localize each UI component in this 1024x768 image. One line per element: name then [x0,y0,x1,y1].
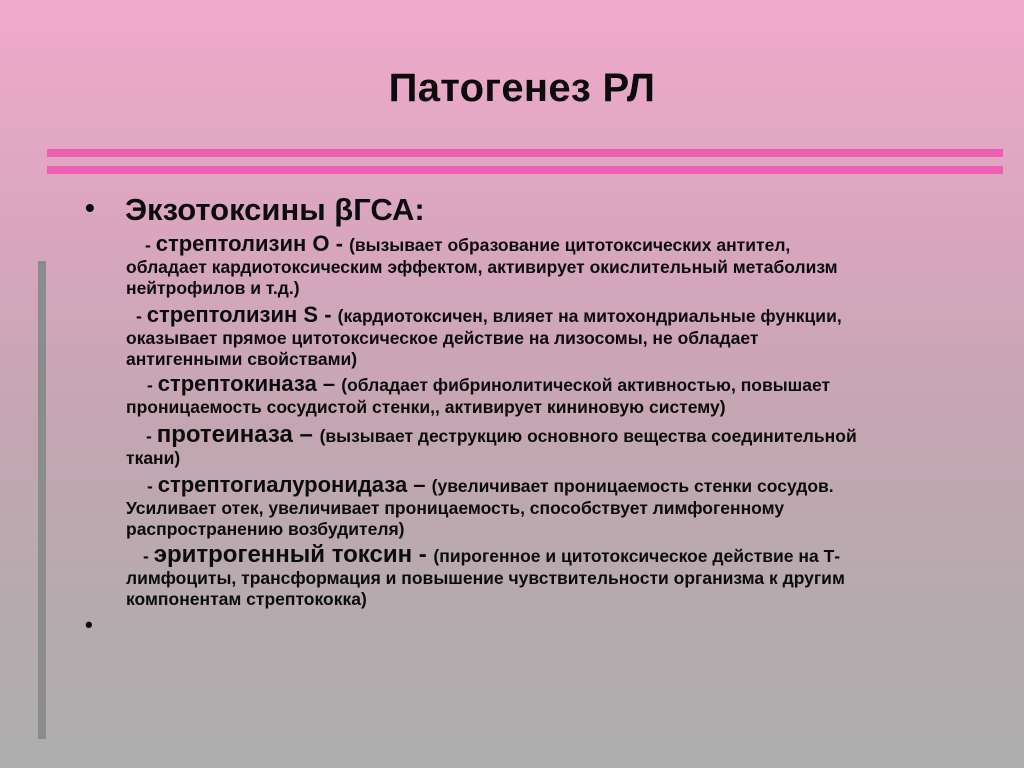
toxin-description: (кардиотоксичен, влияет на митохондриальные функции, [337,306,842,326]
toxin-name: стрептогиалуронидаза – [157,472,432,497]
list-item-proteinase [126,421,976,469]
list-item-line [126,373,976,397]
toxin-description-line: лимфоциты, трансформация и повышение чувствительности организма к другим [126,567,845,588]
list-item-streptohyaluronidase [126,474,976,541]
dash-marker: - [147,375,158,395]
toxin-description-line: компонентам стрептококка) [126,589,367,609]
list-item-line [126,541,976,568]
list-item-streptolysin-o [126,233,976,300]
title-divider-bottom [47,166,1003,174]
dash-marker: - [147,476,158,496]
toxin-description: (пирогенное и цитотоксическое действие на Т- [433,546,841,566]
toxin-description: (вызывает деструкцию основного вещества соединительной [319,426,857,446]
toxin-description-line: ткани) [126,447,181,468]
list-item-streptokinase [126,373,976,418]
slide-title: Патогенез РЛ [388,66,656,110]
list-item-line [126,233,976,257]
list-item-line [126,421,976,448]
toxin-description-line: оказывает прямое цитотоксическое действие на лизосомы, не обладает [126,327,759,348]
bullet-icon: • [85,192,95,223]
toxin-name: эритрогенный токсин - [153,541,434,568]
section-heading: Экзотоксины βГСА: [125,192,425,227]
list-item-line [126,304,976,328]
toxin-description-line: проницаемость сосудистой стенки,, активирует кининовую систему) [126,396,726,417]
list-item-line [126,474,976,498]
toxin-name: стрептолизин S - [146,302,338,327]
toxin-name: протеиназа – [156,421,320,448]
list-item-erythrogenic-toxin [126,541,976,611]
side-accent-bar [38,261,46,739]
toxin-description-line: обладает кардиотоксическим эффектом, активирует окислительный метаболизм [126,256,838,277]
dash-marker: - [146,426,157,446]
toxin-description-line: нейтрофилов и т.д.) [126,278,300,298]
toxin-description: (вызывает образование цитотоксических антител, [349,235,791,255]
dash-marker: - [145,235,156,255]
toxin-description-line: Усиливает отек, увеличивает проницаемость, способствует лимфогенному [126,497,785,518]
empty-bullet-icon: • [85,612,93,637]
list-item-streptolysin-s [126,304,976,371]
title-divider-top [47,149,1003,157]
toxin-description-line: антигенными свойствами) [126,349,358,369]
toxin-name: стрептокиназа – [157,371,342,396]
dash-marker: - [136,306,147,326]
toxin-description: (увеличивает проницаемость стенки сосудов. [431,476,834,496]
toxin-description: (обладает фибринолитической активностью, повышает [341,375,831,395]
toxin-description-line: распространению возбудителя) [126,519,405,539]
dash-marker: - [143,546,154,566]
toxin-name: стрептолизин О - [155,231,350,256]
